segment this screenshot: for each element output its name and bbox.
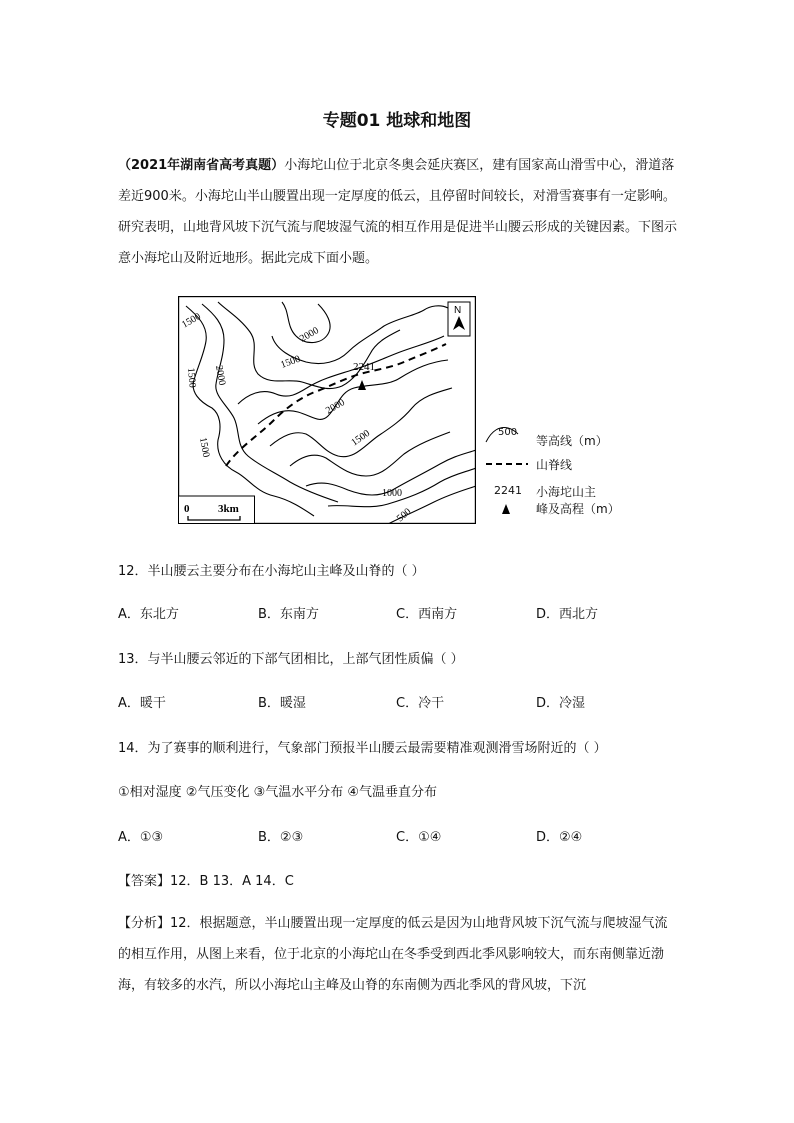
option-c: C．①④ [396,830,442,845]
scale-zero: 0 [184,503,190,515]
question-stem: 12．半山腰云主要分布在小海坨山主峰及山脊的（ ） [118,564,425,579]
contour-label: 2000 [298,325,321,345]
contour-label: 2000 [213,364,228,387]
scale-label: 3km [218,503,239,515]
option-a: A．东北方 [118,607,179,622]
north-label: N [454,305,462,316]
legend-contour-label: 等高线（m） [536,434,608,448]
question-stem: 14．为了赛事的顺利进行，气象部门预报半山腰云最需要精准观测滑雪场附近的（ ） [118,741,607,756]
option-b: B．②③ [258,830,304,845]
legend-ridge-label: 山脊线 [536,458,573,472]
option-c: C．西南方 [396,607,458,622]
answer-line: 【答案】12．B 13．A 14．C [118,874,294,889]
legend-peak-label: 小海坨山主 [536,485,597,499]
contour-label: 1500 [279,353,302,371]
option-a: A．①③ [118,830,164,845]
option-b: B．东南方 [258,607,319,622]
contour-label: 500 [394,506,414,524]
question-source: （2021年湖南省高考真题） [118,158,285,173]
contour-label: 1500 [349,427,373,449]
contour-label: 1500 [185,367,198,389]
contour-label: 2000 [324,397,347,417]
contour-label: 1500 [180,311,203,331]
legend-peak-value: 2241 [494,484,522,497]
contour-label: 1000 [382,488,402,499]
question-stem: 13．与半山腰云邻近的下部气团相比，上部气团性质偏（ ） [118,652,464,667]
legend-peak-label: 峰及高程（m） [536,502,620,516]
option-d: D．西北方 [536,607,599,622]
option-d: D．冷湿 [536,696,586,711]
option-a: A．暖干 [118,696,166,711]
analysis-paragraph: 【分析】12．根据题意，半山腰置出现一定厚度的低云是因为山地背风坡下沉气流与爬坡湿气流的相互作用，从图上来看，位于北京的小海坨山在冬季受到西北季风影响较大，而东南侧靠近渤海，有较多的水汽，所以小海坨山主峰及山脊的东南侧为西北季风的背风坡，下沉 [118,916,668,993]
question-sub-items: ①相对湿度 ②气压变化 ③气温水平分布 ④气温垂直分布 [118,785,438,800]
option-d: D．②④ [536,830,583,845]
contour-label: 1500 [197,436,212,459]
topographic-map [178,296,476,524]
page-title: 专题01 地球和地图 [322,111,472,131]
intro-paragraph [118,150,678,274]
map-legend [482,420,642,520]
peak-elevation-label: 2241 [353,361,375,373]
option-c: C．冷干 [396,696,445,711]
legend-contour-value: 500 [498,427,518,438]
option-b: B．暖湿 [258,696,306,711]
legend-peak-icon [502,504,510,514]
intro-text: 小海坨山位于北京冬奥会延庆赛区，建有国家高山滑雪中心，滑道落差近900米。小海坨山半山腰置出现一定厚度的低云，且停留时间较长，对滑雪赛事有一定影响。研究表明，山地背风坡下沉气流与爬坡湿气流的相互作用是促进半山腰云形成的关键因素。下图示意小海坨山及附近地形。据此完成下面小题。 [118,158,678,266]
